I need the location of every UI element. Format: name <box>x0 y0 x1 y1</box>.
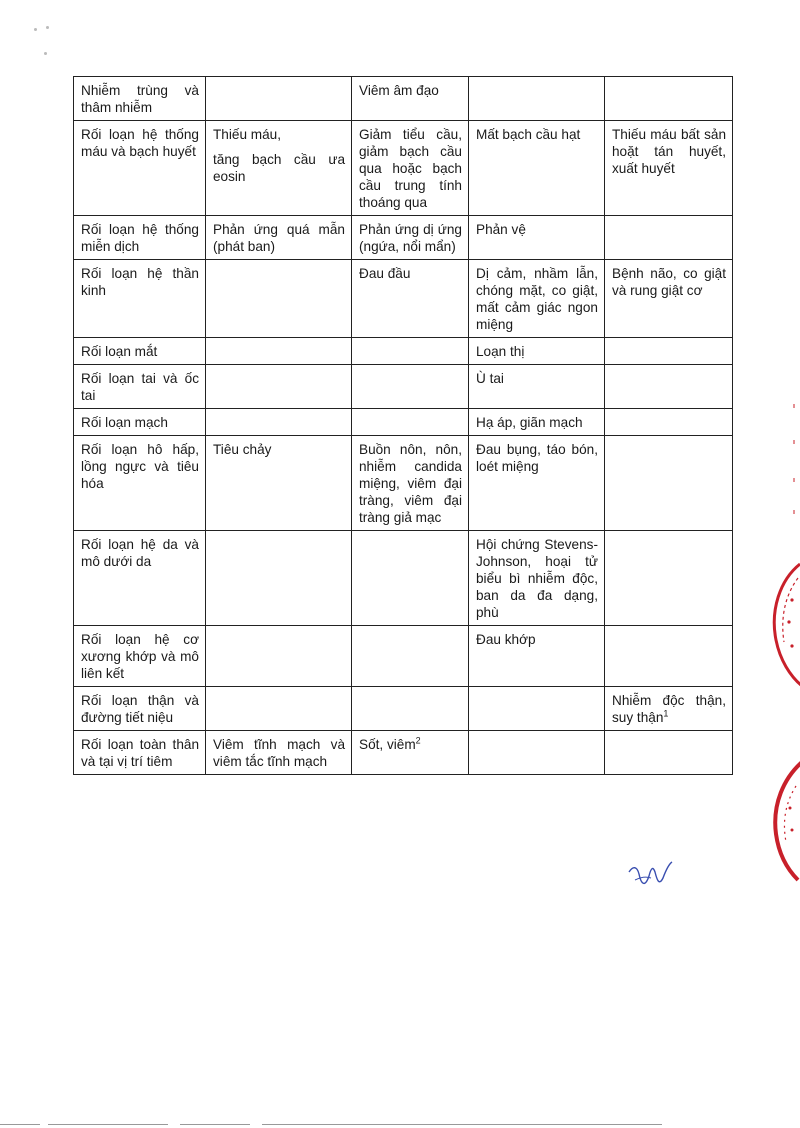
table-row <box>74 731 733 775</box>
very-rare-cell <box>605 365 733 409</box>
common-cell <box>206 365 352 409</box>
common-cell <box>206 687 352 731</box>
footnote-marker: 1 <box>663 708 669 719</box>
table-row <box>74 531 733 626</box>
very-rare-cell <box>605 531 733 626</box>
very-rare-cell <box>605 216 733 260</box>
very-rare-cell <box>605 409 733 436</box>
common-cell <box>206 77 352 121</box>
uncommon-cell <box>352 531 469 626</box>
uncommon-cell <box>352 365 469 409</box>
rare-cell: Hạ áp, giãn mạch <box>469 409 605 436</box>
adverse-effects-table <box>73 76 733 775</box>
organ-system-cell: Rối loạn hệ thống máu và bạch huyết <box>74 121 206 216</box>
table-row <box>74 338 733 365</box>
very-rare-cell <box>605 338 733 365</box>
very-rare-cell <box>605 436 733 531</box>
organ-system-cell: Nhiễm trùng và thâm nhiễm <box>74 77 206 121</box>
rare-cell: Mất bạch cầu hạt <box>469 121 605 216</box>
organ-system-cell: Rối loạn toàn thân và tại vị trí tiêm <box>74 731 206 775</box>
rare-cell <box>469 731 605 775</box>
common-cell <box>206 121 352 216</box>
rare-cell <box>469 77 605 121</box>
table-row <box>74 260 733 338</box>
organ-system-cell: Rối loạn hô hấp, lồng ngực và tiêu hóa <box>74 436 206 531</box>
cell-text: Nhiễm độc thận, suy thận <box>612 693 726 725</box>
rare-cell: Đau bụng, táo bón, loét miệng <box>469 436 605 531</box>
common-cell: Tiêu chảy <box>206 436 352 531</box>
very-rare-cell <box>605 687 733 731</box>
rare-cell: Đau khớp <box>469 626 605 687</box>
table-row <box>74 409 733 436</box>
rare-cell: Loạn thị <box>469 338 605 365</box>
rare-cell: Hội chứng Stevens-Johnson, hoại tử biểu bì nhiễm độc, ban da đa dạng, phù <box>469 531 605 626</box>
table-row <box>74 626 733 687</box>
scan-speck <box>46 26 49 29</box>
uncommon-cell <box>352 731 469 775</box>
handwritten-initials-icon <box>625 858 675 894</box>
uncommon-cell <box>352 409 469 436</box>
scan-speck <box>34 28 37 31</box>
footnote-marker: 2 <box>415 735 421 746</box>
organ-system-cell: Rối loạn tai và ốc tai <box>74 365 206 409</box>
cell-text-line: tăng bạch cầu ưa eosin <box>213 152 345 184</box>
uncommon-cell: Giảm tiểu cầu, giảm bạch cầu qua hoặc bạch cầu trung tính thoáng qua <box>352 121 469 216</box>
cell-text: Sốt, viêm <box>359 737 416 752</box>
common-cell <box>206 260 352 338</box>
organ-system-cell: Rối loạn hệ da và mô dưới da <box>74 531 206 626</box>
organ-system-cell: Rối loạn thận và đường tiết niệu <box>74 687 206 731</box>
uncommon-cell: Đau đầu <box>352 260 469 338</box>
organ-system-cell: Rối loạn mắt <box>74 338 206 365</box>
uncommon-cell <box>352 626 469 687</box>
uncommon-cell: Phản ứng dị ứng (ngứa, nổi mẩn) <box>352 216 469 260</box>
scan-rule <box>0 1124 40 1125</box>
very-rare-cell <box>605 731 733 775</box>
table-row <box>74 365 733 409</box>
organ-system-cell: Rối loạn mạch <box>74 409 206 436</box>
adverse-effects-table-body <box>74 77 733 775</box>
table-row <box>74 216 733 260</box>
scan-rule <box>262 1124 662 1125</box>
very-rare-cell <box>605 77 733 121</box>
very-rare-cell <box>605 626 733 687</box>
official-stamp-icon <box>762 560 800 690</box>
uncommon-cell: Buồn nôn, nôn, nhiễm candida miệng, viêm đại tràng, viêm đại tràng giả mạc <box>352 436 469 531</box>
common-cell <box>206 338 352 365</box>
table-row <box>74 121 733 216</box>
uncommon-cell: Viêm âm đạo <box>352 77 469 121</box>
common-cell <box>206 531 352 626</box>
common-cell <box>206 409 352 436</box>
official-stamp-icon <box>762 756 800 886</box>
rare-cell: Ù tai <box>469 365 605 409</box>
scan-edge-marks-icon <box>790 400 798 520</box>
uncommon-cell <box>352 687 469 731</box>
organ-system-cell: Rối loạn hệ thần kinh <box>74 260 206 338</box>
table-row <box>74 687 733 731</box>
very-rare-cell: Thiếu máu bất sản hoặt tán huyết, xuất huyết <box>605 121 733 216</box>
rare-cell: Dị cảm, nhầm lẫn, chóng mặt, co giật, mất cảm giác ngon miệng <box>469 260 605 338</box>
table-row <box>74 436 733 531</box>
common-cell: Viêm tĩnh mạch và viêm tắc tĩnh mạch <box>206 731 352 775</box>
uncommon-cell <box>352 338 469 365</box>
scan-speck <box>44 52 47 55</box>
scan-rule <box>48 1124 168 1125</box>
common-cell <box>206 626 352 687</box>
table-row <box>74 77 733 121</box>
organ-system-cell: Rối loạn hệ cơ xương khớp và mô liên kết <box>74 626 206 687</box>
rare-cell <box>469 687 605 731</box>
common-cell: Phản ứng quá mẫn (phát ban) <box>206 216 352 260</box>
organ-system-cell: Rối loạn hệ thống miễn dịch <box>74 216 206 260</box>
cell-text-line: Thiếu máu, <box>213 127 282 142</box>
very-rare-cell: Bệnh não, co giật và rung giật cơ <box>605 260 733 338</box>
rare-cell: Phản vệ <box>469 216 605 260</box>
scan-rule <box>180 1124 250 1125</box>
